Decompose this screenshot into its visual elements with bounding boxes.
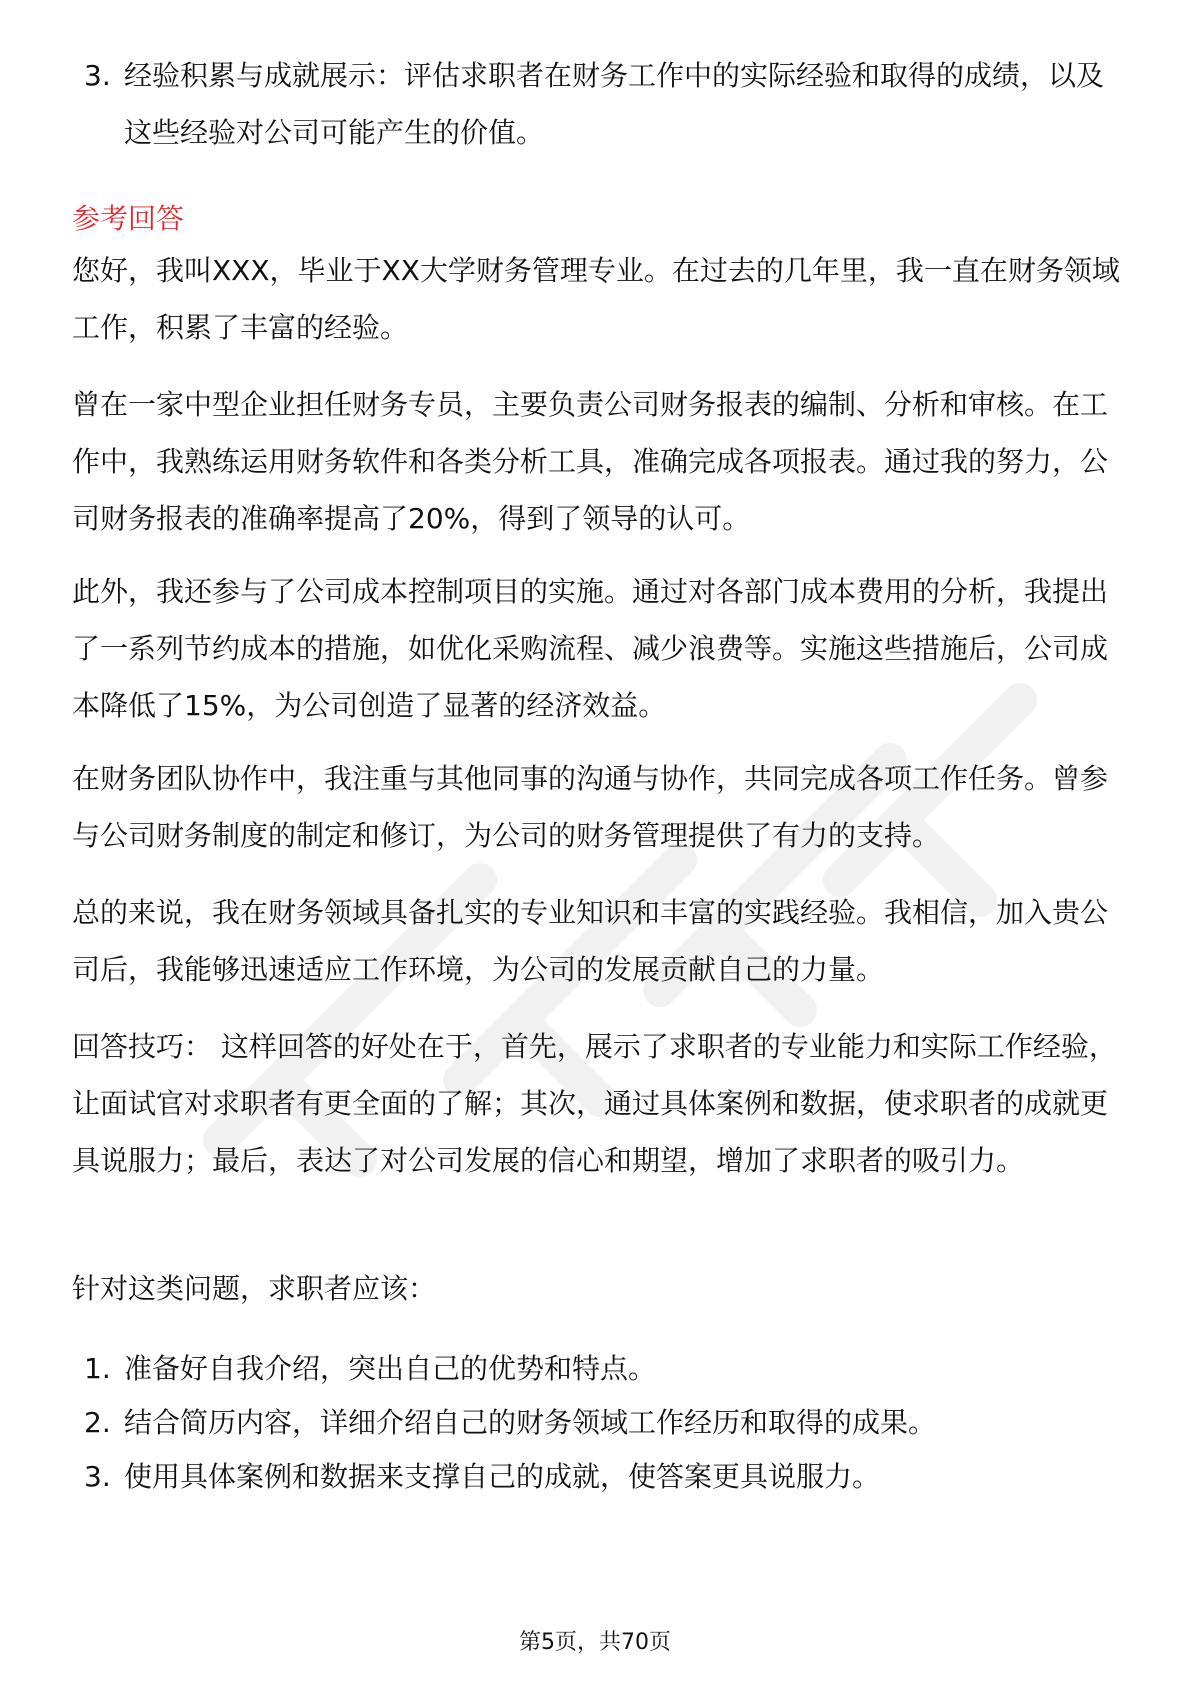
- list-text: 经验积累与成就展示：评估求职者在财务工作中的实际经验和取得的成绩，以及这些经验对公司可能产生的价值。: [124, 59, 1105, 149]
- list-number: 2.: [84, 1406, 111, 1439]
- list-text: 准备好自我介绍，突出自己的优势和特点。: [124, 1352, 657, 1385]
- page-footer: 第5页，共70页: [519, 1630, 671, 1655]
- paragraph-tips: 回答技巧： 这样回答的好处在于，首先，展示了求职者的专业能力和实际工作经验，让面试官对求职者有更全面的了解；其次，通过具体案例和数据，使求职者的成就更具说服力；最后，表达了对公司发展的信心和期望，增加了求职者的吸引力。: [72, 1030, 1117, 1177]
- list-item: [84, 1340, 1124, 1397]
- list-item: [84, 47, 1124, 161]
- list-number: 3.: [84, 59, 111, 92]
- section-heading: 参考回答: [72, 202, 185, 235]
- list-number: 3.: [84, 1460, 111, 1493]
- list-text: 结合简历内容，详细介绍自己的财务领域工作经历和取得的成果。: [124, 1406, 937, 1439]
- list-item: [84, 1448, 1124, 1505]
- paragraph-summary: 总的来说，我在财务领域具备扎实的专业知识和丰富的实践经验。我相信，加入贵公司后，我能够迅速适应工作环境，为公司的发展贡献自己的力量。: [72, 896, 1109, 986]
- list-text: 使用具体案例和数据来支撑自己的成就，使答案更具说服力。: [124, 1460, 881, 1493]
- paragraph-teamwork: 在财务团队协作中，我注重与其他同事的沟通与协作，共同完成各项工作任务。曾参与公司财务制度的制定和修订，为公司的财务管理提供了有力的支持。: [72, 762, 1109, 852]
- paragraph-cost-control: 此外，我还参与了公司成本控制项目的实施。通过对各部门成本费用的分析，我提出了一系列节约成本的措施，如优化采购流程、减少浪费等。实施这些措施后，公司成本降低了15%，为公司创造了显著的经济效益。: [72, 575, 1109, 722]
- list-number: 1.: [84, 1352, 111, 1385]
- list-item: [84, 1394, 1124, 1451]
- paragraph-advice-intro: 针对这类问题，求职者应该：: [72, 1272, 437, 1305]
- paragraph-experience: 曾在一家中型企业担任财务专员，主要负责公司财务报表的编制、分析和审核。在工作中，我熟练运用财务软件和各类分析工具，准确完成各项报表。通过我的努力，公司财务报表的准确率提高了20%，得到了领导的认可。: [72, 388, 1109, 535]
- paragraph-intro: 您好，我叫XXX，毕业于XX大学财务管理专业。在过去的几年里，我一直在财务领域工作，积累了丰富的经验。: [72, 254, 1120, 344]
